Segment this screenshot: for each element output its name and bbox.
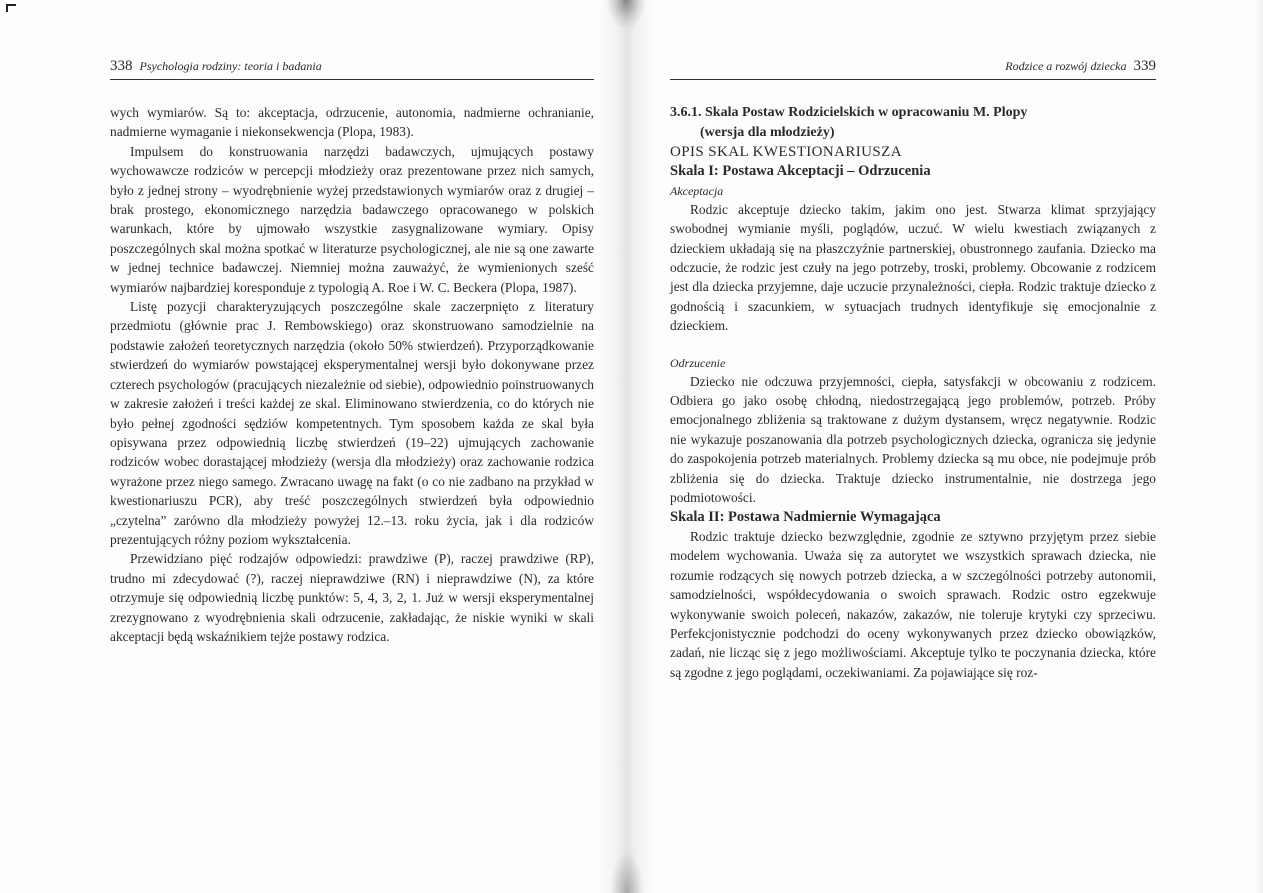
rejection-paragraph: Dziecko nie odczuwa przyjemności, ciepła, satysfakcji w obcowaniu z rodzicem. Odbiera go jako osobę chłodną, niedostrzegającą jego problemów, potrzeb. Próby emocjonalnego zbliżenia są traktowane z dużym dystansem, wręcz negatywnie. Rodzic nie wykazuje poszanowania dla potrzeb psychologicznych dziecka, ogranicza się jedynie do zaspokojenia potrzeb materialnych. Problemy dziecka są mu obce, nie podejmuje prób zbliżenia się do dziecka. Traktuje dziecko instrumentalnie, nie dostrzega jego podmiotowości. bbox=[670, 373, 1156, 506]
scale-2-heading: Skala II: Postawa Nadmiernie Wymagająca bbox=[670, 508, 941, 525]
left-paragraph-2: Impulsem do konstruowania narzędzi badawczych, ujmujących postawy wychowawcze rodziców w percepcji młodzieży oraz prezentowane przez nich samych, było z jednej strony – wyodrębnienie wyżej przedstawionych wymiarów oraz z drugiej – brak prostego, ekonomicznego narzędzia badawczego opracowanego w polskich warunkach, które by ujmowało wszystkie zasygnalizowane wymiary. Opisy poszczególnych skal można spotkać w literaturze psychologicznej, ale nie są one zawarte w jednej technice badawczej. Niemniej można zauważyć, że wymienionych sześć wymiarów najbardziej koresponduje z typologią A. Roe i W. C. Beckera (Plopa, 1987). bbox=[110, 143, 594, 295]
right-body-text bbox=[670, 103, 1156, 682]
acceptance-paragraph: Rodzic akceptuje dziecko takim, jakim ono jest. Stwarza klimat sprzyjający swobodnej wymianie myśli, poglądów, uczuć. W wielu kwestiach związanych z dzieckiem układają się na płaszczyźnie partnerskiej, obustronnego zaufania. Dziecko ma odczucie, że rodzic jest czuły na jego potrzeby, troski, problemy. Obcowanie z rodzicem jest dla dziecka przyjemne, daje uczucie przynależności, ciepła. Rodzic traktuje dziecko z godnością i szacunkiem, w sytuacjach trudnych identyfikuje się emocjonalnie z dzieckiem. bbox=[670, 201, 1156, 334]
left-paragraph-4: Przewidziano pięć rodzajów odpowiedzi: prawdziwe (P), raczej prawdziwe (RP), trudno mi zdecydować (?), raczej nieprawdziwe (RN) i nieprawdziwe (N), za które otrzymuje się odpowiednią liczbę punktów: 5, 4, 3, 2, 1. Już w wersji eksperymentalnej zrezygnowano z wyodrębnienia skali odrzucenie, zakładając, że niskie wyniki w skali akceptacji będą wskaźnikiem tejże postawy rodzica. bbox=[110, 551, 594, 644]
questionnaire-subtitle: OPIS SKAL KWESTIONARIUSZA bbox=[670, 144, 902, 160]
section-heading-line2: (wersja dla młodzieży) bbox=[700, 125, 835, 140]
gutter-shadow-top bbox=[606, 0, 646, 30]
scan-corner-mark-vertical bbox=[6, 4, 8, 12]
section-heading bbox=[670, 103, 1156, 143]
right-header-rule bbox=[670, 79, 1156, 80]
left-header-rule bbox=[110, 79, 594, 80]
rejection-label: Odrzucenie bbox=[670, 355, 726, 370]
left-paragraph-3: Listę pozycji charakteryzujących poszczególne skale zaczerpnięto z literatury przedmiotu (głównie prac J. Rembowskiego) oraz skonstruowano samodzielnie na podstawie założeń teoretycznych narzędzia (około 50% stwierdzeń). Przyporządkowanie stwierdzeń do wymiarów powstającej eksperymentalnej wersji było dokonywane przez czterech psychologów (pracujących niezależnie od siebie), odpowiednio poinstruowanych w zakresie założeń i treści każdej ze skal. Eliminowano stwierdzenia, co do których nie było pełnej zgodności sędziów kompetentnych. Tym sposobem każda ze skal była opisywana przez odpowiednią liczbę stwierdzeń (19–22) ujmujących zachowanie rodziców wobec dorastającej młodzieży (wersja dla młodzieży) oraz zachowanie rodzica wyrażone przez niego samego. Zwracano uwagę na fakt (o co nie zadbano na przykład w kwestionariuszu PCR), aby treść poszczególnych stwierdzeń była odpowiednio „czytelna” zarówno dla młodzieży powyżej 12.–13. roku życia, jak i dla rodziców prezentujących różny poziom wykształcenia. bbox=[110, 299, 594, 547]
right-page-number: 339 bbox=[1133, 58, 1156, 74]
section-heading-line1: 3.6.1. Skala Postaw Rodzicielskich w opracowaniu M. Plopy bbox=[670, 105, 1028, 120]
gutter-shadow-bottom bbox=[610, 850, 644, 893]
right-running-title: Rodzice a rozwój dziecka bbox=[1005, 59, 1127, 73]
right-running-head bbox=[670, 58, 1156, 80]
left-running-title: Psychologia rodziny: teoria i badania bbox=[139, 59, 322, 73]
left-paragraph-1: wych wymiarów. Są to: akceptacja, odrzucenie, autonomia, nadmierne ochranianie, nadmierne wymaganie i niekonsekwencja (Plopa, 1983). bbox=[110, 105, 594, 140]
page-edge-shadow bbox=[1255, 0, 1263, 893]
scale-2-paragraph: Rodzic traktuje dziecko bezwzględnie, zgodnie ze sztywno przyjętym przez siebie modelem wychowania. Uważa się za autorytet we wszystkich sprawach dziecka, nie rozumie rodzących się nowych potrzeb dziecka, a w szczególności potrzeby autonomii, samodzielności, współdecydowania o swoich sprawach. Rodzic ostro egzekwuje wykonywanie swoich poleceń, nakazów, zakazów, nie toleruje krytyki czy sprzeciwu. Perfekcjonistycznie podchodzi do oceny wykonywanych przez dziecko obowiązków, zadań, nie licząc się z jego możliwościami. Akceptuje tylko te poczynania dziecka, które są zgodne z jego poglądami, oczekiwaniami. Za pojawiające się roz- bbox=[670, 528, 1156, 680]
left-page-number: 338 bbox=[110, 58, 133, 74]
left-running-head bbox=[110, 58, 594, 80]
spacer bbox=[670, 336, 1156, 354]
acceptance-label: Akceptacja bbox=[670, 183, 724, 198]
book-gutter bbox=[598, 0, 656, 893]
scale-1-heading: Skala I: Postawa Akceptacji – Odrzucenia bbox=[670, 163, 931, 180]
left-body-text bbox=[110, 103, 594, 646]
